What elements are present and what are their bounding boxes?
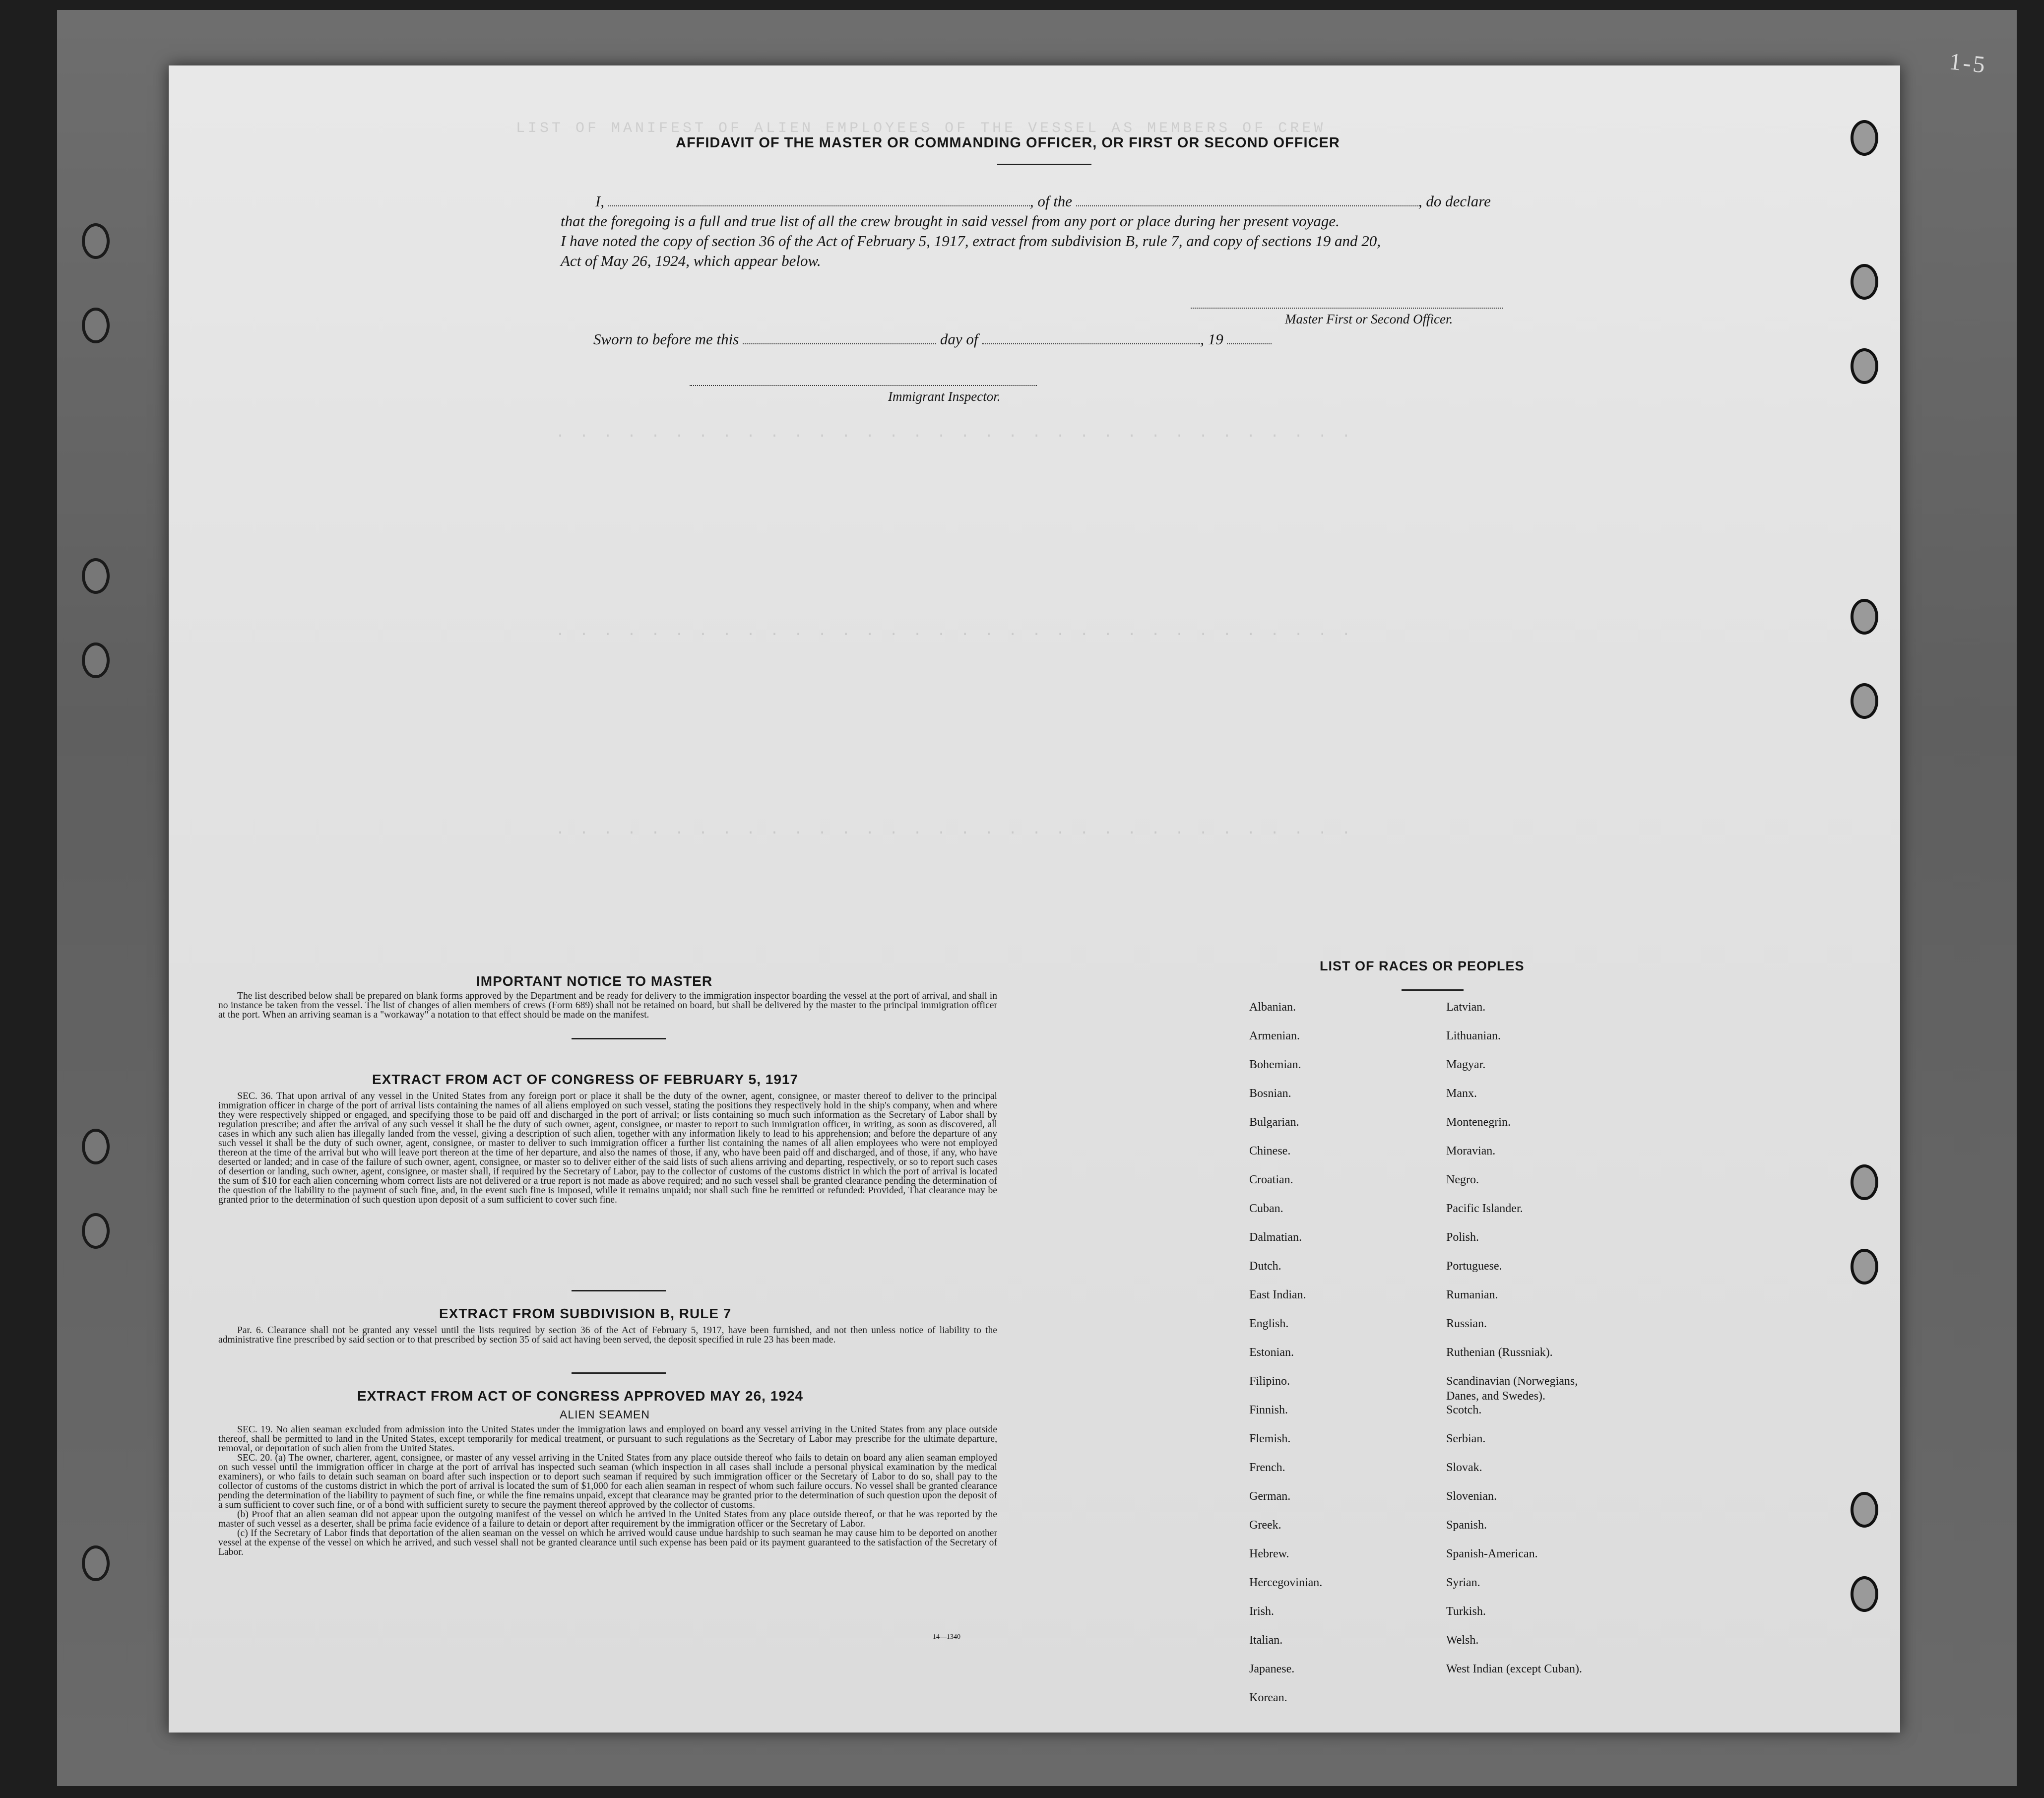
notice-text: The list described below shall be prepared on blank forms approved by the Department and be ready for delivery to the immigration inspector boarding the vessel at the port of arrival, and shall in no instance be taken from the vessel. The list of changes of alien members of crews (Form 689) shall not be retained on board, but shall be delivered by the master to the principal immigration officer at the port. When an arriving seaman is a "workaway" a notation to that effect should be made on the manifest. xyxy=(218,991,997,1020)
corner-handwritten-note: 1-5 xyxy=(1948,48,1988,78)
binder-hole xyxy=(1851,683,1878,719)
race-item: French. xyxy=(1249,1461,1285,1474)
binder-hole xyxy=(82,1129,110,1164)
race-item: Montenegrin. xyxy=(1446,1116,1511,1129)
notice-title: IMPORTANT NOTICE TO MASTER xyxy=(476,973,713,989)
sworn-line xyxy=(593,330,1272,348)
race-item: Rumanian. xyxy=(1446,1288,1498,1301)
race-item: German. xyxy=(1249,1490,1291,1503)
section-20-c: (c) If the Secretary of Labor finds that deportation of the alien seaman on the vessel on which he arrived would cause undue hardship to such seaman he may cause him to be deported on another vessel at the expense of the vessel on which he arrived, and such vessel shall not be granted clearance until such expense has been paid or its payment guaranteed to the satisfaction of the Secretary of Labor. xyxy=(218,1528,997,1557)
master-signature-line[interactable] xyxy=(1191,308,1503,309)
race-item: East Indian. xyxy=(1249,1288,1306,1301)
races-title: LIST OF RACES OR PEOPLES xyxy=(1320,959,1525,973)
extract-1924-text xyxy=(218,1425,997,1557)
affidavit-line-3: I have noted the copy of section 36 of the Act of February 5, 1917, extract from subdivision B, rule 7, and copy of sections 19 and 20, xyxy=(561,232,1381,250)
extract-1924-title: EXTRACT FROM ACT OF CONGRESS APPROVED MAY 26, 1924 xyxy=(357,1388,803,1404)
race-item: Syrian. xyxy=(1446,1576,1480,1589)
race-item: Pacific Islander. xyxy=(1446,1202,1523,1215)
race-item: Croatian. xyxy=(1249,1173,1293,1186)
binder-hole xyxy=(1851,1492,1878,1528)
affidavit-line-2: that the foregoing is a full and true list of all the crew brought in said vessel from any port or place during her present voyage. xyxy=(561,212,1340,230)
race-item: Korean. xyxy=(1249,1691,1287,1704)
race-item: Slovak. xyxy=(1446,1461,1482,1474)
divider xyxy=(572,1038,666,1039)
race-item: Moravian. xyxy=(1446,1145,1496,1157)
race-item: Russian. xyxy=(1446,1317,1487,1330)
race-item: Scandinavian (Norwegians, xyxy=(1446,1375,1578,1388)
race-item: Welsh. xyxy=(1446,1634,1479,1647)
extract-1917-text: SEC. 36. That upon arrival of any vessel in the United States from any foreign port or place it shall be the duty of the owner, agent, consignee, or master thereof to deliver to the principal immigration officer in charge of the port of arrival lists containing the names of all aliens employed on such vessel, stating the positions they respectively hold in the ship's company, when and where they were respectively shipped or engaged, and specifying those to be paid off and discharged in the port of arrival; or lists containing so much such information as the Secretary of Labor shall by regulation prescribe; and after the arrival of any such vessel it shall be the duty of such owner, agent, consignee, or master to report to such immigration officer, in writing, as soon as discovered, all cases in which any such alien has illegally landed from the vessel, giving a description of such alien, together with any information likely to lead to his apprehension; and before the departure of any such vessel it shall be the duty of such owner, agent, consignee, or master to deliver to such immigration officer a further list containing the names of all alien employees who were not employed thereon at the time of the arrival but who will leave port thereon at the time of her departure, and also the names of those, if any, who have been paid off and discharged, and of those, if any, who have deserted or landed; and in case of the failure of such owner, agent, consignee, or master so to deliver either of the said lists of such aliens arriving and departing, respectively, or so to report such cases of desertion or landing, such owner, agent, consignee, or master shall, if required by the Secretary of Labor, pay to the collector of customs of the customs district in which the port of arrival is located the sum of $10 for each alien concerning whom correct lists are not delivered or a true report is not made as above required; and no such vessel shall be granted clearance pending the determination of the question of the liability to the payment of such fine, and, in the event such fine is imposed, while it remains unpaid; nor shall such fine be remitted or refunded: Provided, That clearance may be granted prior to the determination of such question upon deposit of a sum sufficient to cover such fine. xyxy=(218,1091,997,1205)
master-caption: Master First or Second Officer. xyxy=(1285,312,1453,326)
race-item: Japanese. xyxy=(1249,1663,1295,1675)
race-item: Bulgarian. xyxy=(1249,1116,1299,1129)
inspector-signature-line[interactable] xyxy=(690,385,1037,386)
sworn-day-blank[interactable] xyxy=(743,331,936,344)
divider xyxy=(572,1290,666,1291)
alien-seamen-subtitle: ALIEN SEAMEN xyxy=(560,1408,650,1421)
binder-hole xyxy=(1851,120,1878,156)
manifest-page xyxy=(169,65,1900,1733)
extract-1917-title: EXTRACT FROM ACT OF CONGRESS OF FEBRUARY 5, 1917 xyxy=(372,1072,799,1087)
binder-hole xyxy=(1851,1249,1878,1284)
race-item: Latvian. xyxy=(1446,1001,1486,1014)
affidavit-title: AFFIDAVIT OF THE MASTER OR COMMANDING OFFICER, OR FIRST OR SECOND OFFICER xyxy=(676,135,1340,151)
binder-hole xyxy=(1851,1576,1878,1612)
rule-7-text: Par. 6. Clearance shall not be granted any vessel until the lists required by section 36 of the Act of February 5, 1917, have been furnished, and not then unless notice of liability to the administrative fine prescribed by said section or to that prescribed by section 35 of said act having been served, the deposit specified in rule 23 has been made. xyxy=(218,1325,997,1345)
binder-hole xyxy=(1851,264,1878,300)
bleed-through-text: · · · · · · · · · · · · · · · · · · · · · · · · · · · · · · · · · · xyxy=(556,825,1354,841)
race-item: Negro. xyxy=(1446,1173,1479,1186)
race-item: Flemish. xyxy=(1249,1432,1291,1445)
race-item: Slovenian. xyxy=(1446,1490,1497,1503)
binder-hole xyxy=(1851,1164,1878,1200)
bleed-through-text: · · · · · · · · · · · · · · · · · · · · · · · · · · · · · · · · · · xyxy=(556,428,1354,445)
binder-hole xyxy=(82,223,110,259)
race-item: Dalmatian. xyxy=(1249,1231,1302,1244)
affidavit-line-1 xyxy=(595,193,1491,210)
race-item: Finnish. xyxy=(1249,1404,1288,1416)
binder-hole xyxy=(1851,348,1878,384)
affidavit-of-the: , of the xyxy=(1029,193,1073,210)
race-item: Irish. xyxy=(1249,1605,1274,1618)
section-19: SEC. 19. No alien seaman excluded from admission into the United States under the immigration laws and employed on board any vessel arriving in the United States from any place outside thereof, shall be permitted to land in the United States, except temporarily for medical treatment, or pursuant to such regulations as the Secretary of Labor may prescribe for the ultimate departure, removal, or deportation of such alien from the United States. xyxy=(218,1424,997,1454)
race-item: Italian. xyxy=(1249,1634,1283,1647)
race-item: Estonian. xyxy=(1249,1346,1294,1359)
race-item: Bosnian. xyxy=(1249,1087,1291,1100)
divider xyxy=(1402,989,1464,991)
binder-hole xyxy=(82,642,110,678)
race-item: Armenian. xyxy=(1249,1029,1300,1042)
affidavit-i: I, xyxy=(595,193,605,210)
race-item: Filipino. xyxy=(1249,1375,1290,1388)
race-item: English. xyxy=(1249,1317,1289,1330)
binder-hole xyxy=(82,558,110,594)
race-item: Greek. xyxy=(1249,1519,1281,1532)
race-item: Scotch. xyxy=(1446,1404,1482,1416)
divider xyxy=(997,164,1091,165)
section-20-b: (b) Proof that an alien seaman did not appear upon the outgoing manifest of the vessel on which he arrived in the United States from any place outside thereof, or that he was reported by the master of such vessel as a deserter, shall be prima facie evidence of a failure to detain or deport after requirement by the immigration officer or the Secretary of Labor. xyxy=(218,1509,997,1529)
binder-hole xyxy=(82,1545,110,1581)
name-blank[interactable] xyxy=(608,193,1030,206)
binder-hole xyxy=(82,308,110,343)
affidavit-line-4: Act of May 26, 1924, which appear below. xyxy=(561,252,821,269)
race-item: Magyar. xyxy=(1446,1058,1486,1071)
race-item: West Indian (except Cuban). xyxy=(1446,1663,1582,1675)
race-item: Lithuanian. xyxy=(1446,1029,1501,1042)
bleed-through-text: · · · · · · · · · · · · · · · · · · · · · · · · · · · · · · · · · · xyxy=(556,626,1354,643)
binder-hole xyxy=(1851,599,1878,635)
year-prefix: , 19 xyxy=(1200,330,1223,348)
race-item: Serbian. xyxy=(1446,1432,1486,1445)
race-item: Cuban. xyxy=(1249,1202,1283,1215)
race-item: Ruthenian (Russniak). xyxy=(1446,1346,1553,1359)
day-of-text: day of xyxy=(940,330,978,348)
race-item: Bohemian. xyxy=(1249,1058,1301,1071)
bleed-through-text: LIST OF MANIFEST OF ALIEN EMPLOYEES OF THE VESSEL AS MEMBERS OF CREW xyxy=(516,120,1326,137)
divider xyxy=(572,1372,666,1374)
race-item: Turkish. xyxy=(1446,1605,1486,1618)
sworn-month-blank[interactable] xyxy=(982,331,1200,344)
form-number: 14—1340 xyxy=(933,1633,960,1641)
sworn-text: Sworn to before me this xyxy=(593,330,739,348)
race-item: Portuguese. xyxy=(1446,1260,1502,1273)
race-item: Hercegovinian. xyxy=(1249,1576,1323,1589)
sworn-year-blank[interactable] xyxy=(1227,331,1272,344)
race-item: Spanish. xyxy=(1446,1519,1487,1532)
race-item: Chinese. xyxy=(1249,1145,1291,1157)
race-item: Polish. xyxy=(1446,1231,1479,1244)
race-item: Albanian. xyxy=(1249,1001,1296,1014)
rule-7-title: EXTRACT FROM SUBDIVISION B, RULE 7 xyxy=(439,1306,732,1321)
race-item: Hebrew. xyxy=(1249,1547,1289,1560)
inspector-caption: Immigrant Inspector. xyxy=(888,389,1001,404)
binder-hole xyxy=(82,1213,110,1249)
race-item: Danes, and Swedes). xyxy=(1446,1390,1545,1403)
race-item: Manx. xyxy=(1446,1087,1477,1100)
race-item: Dutch. xyxy=(1249,1260,1281,1273)
vessel-blank[interactable] xyxy=(1076,193,1418,206)
affidavit-do-declare: , do declare xyxy=(1418,193,1491,210)
race-item: Spanish-American. xyxy=(1446,1547,1538,1560)
section-20-a: SEC. 20. (a) The owner, charterer, agent, consignee, or master of any vessel arriving in the United States from any place outside thereof who fails to detain on board any alien seaman employed on such vessel until the immigration officer in charge at the port of arrival has inspected such seaman (which inspection in all cases shall include a personal physical examination by the medical examiners), or who fails to detain such seaman on board after such inspection or to deport such seaman if required by such immigration officer or the Secretary of Labor to do so, shall pay to the collector of customs of the customs district in which the port of arrival is located the sum of $1,000 for each alien seaman in respect of whom such failure occurs. No vessel shall be granted clearance pending the determination of the liability to payment of such fine, or while the fine remains unpaid, except that clearance may be granted prior to the determination of such question upon the deposit of a sum sufficient to cover such fine, or of a bond with sufficient surety to secure the payment thereof approved by the collector of customs. xyxy=(218,1453,997,1510)
